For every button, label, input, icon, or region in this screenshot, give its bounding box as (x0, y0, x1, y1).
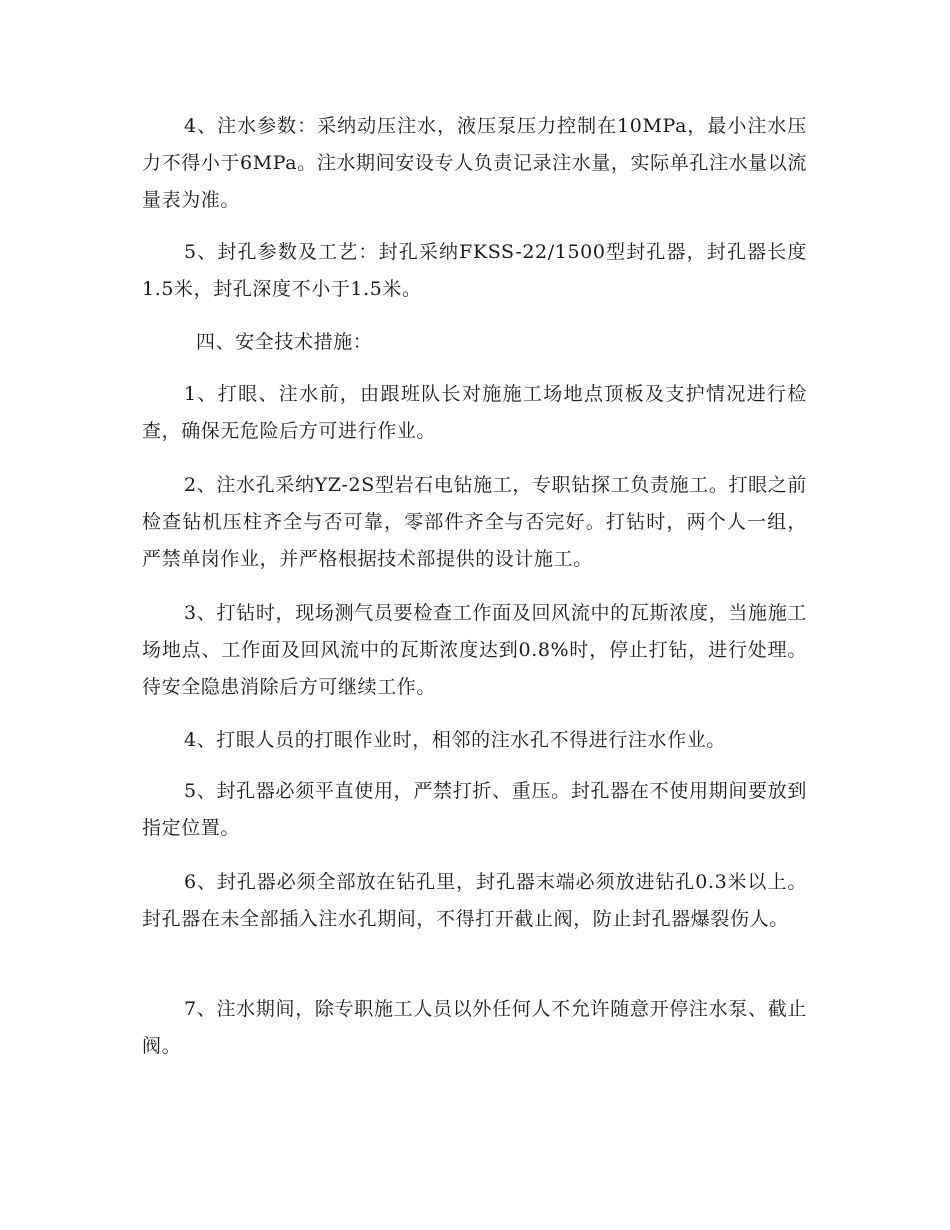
paragraph-safety-item-7: 7、注水期间，除专职施工人员以外任何人不允许随意开停注水泵、截止阀。 (142, 998, 807, 1057)
paragraph-safety-item-4: 4、打眼人员的打眼作业时，相邻的注水孔不得进行注水作业。 (184, 729, 726, 751)
paragraph-safety-item-3: 3、打钻时，现场测气员要检查工作面及回风流中的瓦斯浓度，当施施工场地点、工作面及回风流中的瓦斯浓度达到0.8%时，停止打钻，进行处理。待安全隐患消除后方可继续工作。 (142, 602, 807, 698)
paragraph-safety-item-2: 2、注水孔采纳YZ-2S型岩石电钻施工，专职钻探工负责施工。打眼之前检查钻机压柱齐全与否可靠，零部件齐全与否完好。打钻时，两个人一组，严禁单岗作业，并严格根据技术部提供的设计施工。 (142, 474, 807, 570)
paragraph-water-injection-parameters: 4、注水参数：采纳动压注水，液压泵压力控制在10MPa，最小注水压力不得小于6MPa。注水期间安设专人负责记录注水量，实际单孔注水量以流量表为准。 (142, 115, 807, 211)
section-heading-safety-measures: 四、安全技术措施： (196, 331, 373, 353)
paragraph-sealing-parameters: 5、封孔参数及工艺：封孔采纳FKSS-22/1500型封孔器，封孔器长度1.5米，封孔深度不小于1.5米。 (142, 241, 807, 300)
paragraph-safety-item-6: 6、封孔器必须全部放在钻孔里，封孔器末端必须放进钻孔0.3米以上。封孔器在未全部插入注水孔期间，不得打开截止阀，防止封孔器爆裂伤人。 (142, 871, 807, 930)
paragraph-safety-item-1: 1、打眼、注水前，由跟班队长对施施工场地点顶板及支护情况进行检查，确保无危险后方可进行作业。 (142, 383, 807, 442)
paragraph-safety-item-5: 5、封孔器必须平直使用，严禁打折、重压。封孔器在不使用期间要放到指定位置。 (142, 780, 807, 839)
